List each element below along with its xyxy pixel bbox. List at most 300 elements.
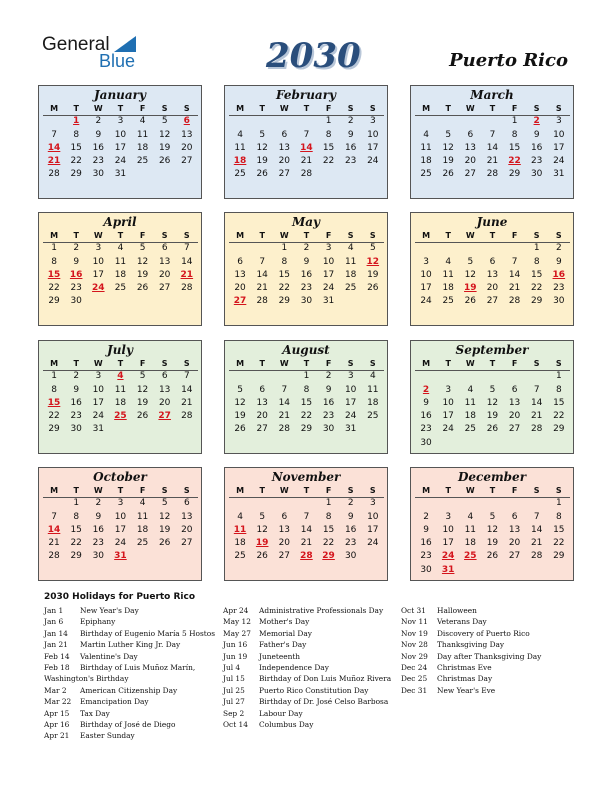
day: 6: [281, 511, 288, 522]
day: 4: [117, 243, 124, 254]
weekday-label: W: [465, 231, 475, 240]
week-row: [415, 410, 570, 423]
holidays-title: 2030 Holidays for Puerto Rico: [44, 592, 196, 602]
day: 22: [48, 411, 60, 422]
weekday-label: M: [422, 231, 431, 240]
holiday-name: Birthday of Don Luis Muñoz Rivera: [259, 674, 392, 684]
day: 26: [256, 551, 268, 562]
day: 3: [369, 116, 376, 127]
weekday-label: T: [303, 486, 310, 495]
day: 26: [367, 283, 379, 294]
day: 25: [464, 424, 477, 435]
day: 18: [344, 269, 357, 280]
weekday-label: T: [117, 486, 124, 495]
week-row: [229, 282, 384, 295]
holiday-name: Christmas Eve: [437, 662, 492, 672]
logo-text-general: General: [42, 34, 110, 55]
day: 15: [322, 524, 335, 535]
day: 30: [420, 564, 432, 575]
day: 30: [322, 424, 335, 435]
weekday-label: T: [303, 231, 310, 240]
day: 10: [114, 511, 127, 522]
day: 18: [464, 538, 477, 549]
day: 23: [344, 156, 357, 167]
empty-day: [362, 295, 384, 308]
weekday-label: S: [369, 104, 376, 113]
day: 15: [553, 524, 565, 535]
day: 28: [181, 283, 193, 294]
day: 28: [530, 424, 543, 435]
holiday-date: Apr 15: [44, 708, 70, 718]
holiday-date: Nov 19: [401, 628, 428, 638]
holiday-date: Oct 14: [223, 719, 248, 729]
empty-day: [251, 370, 273, 383]
weekday-label: M: [422, 486, 431, 495]
day: 28: [181, 411, 193, 422]
weekday-label: S: [555, 231, 562, 240]
day: 23: [92, 538, 105, 549]
week-row: [43, 269, 198, 282]
day-grid: [43, 357, 198, 437]
holiday-date: Oct 31: [401, 606, 426, 615]
day: 5: [445, 129, 452, 140]
empty-day: [295, 497, 317, 510]
day: 22: [70, 156, 82, 167]
day: 7: [511, 256, 518, 267]
day: 6: [237, 256, 243, 267]
day: 19: [136, 269, 149, 280]
day: 9: [95, 511, 102, 522]
month-name: October: [93, 470, 147, 484]
day: 18: [234, 538, 246, 549]
weekday-label: M: [236, 486, 245, 495]
holiday-name: Columbus Day: [259, 719, 314, 729]
day: 8: [511, 129, 518, 140]
day: 7: [303, 129, 310, 140]
day: 13: [508, 397, 521, 408]
day: 9: [73, 256, 80, 267]
day: 2: [325, 371, 332, 382]
month-december: [410, 467, 574, 581]
holiday-date: Mar 2: [44, 685, 67, 695]
day: 26: [234, 424, 246, 435]
day: 27: [181, 156, 193, 167]
month-september: [410, 340, 574, 454]
day: 18: [367, 397, 379, 408]
day: 11: [464, 524, 477, 535]
weekday-label: S: [347, 231, 354, 240]
holiday-date: Jul 4: [223, 662, 241, 672]
day: 2: [423, 511, 429, 522]
day: 28: [508, 296, 521, 307]
day: 20: [158, 269, 171, 280]
week-row: [229, 497, 384, 510]
weekday-label: M: [50, 231, 59, 240]
day: 14: [300, 524, 313, 535]
day: 17: [553, 142, 565, 153]
holiday-date: Jun 19: [223, 651, 248, 661]
week-row: [415, 256, 570, 269]
empty-day: [459, 370, 481, 383]
day: 19: [256, 156, 268, 167]
day-grid: [43, 102, 198, 182]
day: 17: [322, 269, 335, 280]
day: 13: [181, 129, 193, 140]
day: 16: [530, 142, 543, 153]
day: 1: [325, 498, 332, 509]
day: 7: [51, 129, 57, 140]
day: 3: [117, 498, 124, 509]
day: 22: [553, 538, 565, 549]
day-grid: [415, 357, 570, 450]
day-grid: [415, 484, 570, 577]
empty-day: [437, 370, 459, 383]
day: 6: [467, 129, 474, 140]
day: 16: [344, 142, 357, 153]
week-row: [415, 155, 570, 168]
weekday-label: F: [325, 486, 332, 495]
holiday-day: 21: [180, 269, 194, 280]
day: 7: [183, 371, 190, 382]
holiday-day: 27: [233, 296, 247, 307]
day: 5: [139, 371, 146, 382]
week-row: [229, 142, 384, 155]
day: 17: [344, 397, 357, 408]
day: 19: [136, 397, 149, 408]
day: 30: [70, 296, 82, 307]
day: 1: [51, 243, 57, 254]
day: 13: [181, 511, 193, 522]
holiday-name: Tax Day: [80, 708, 110, 718]
weekday-label: W: [93, 104, 103, 113]
week-row: [43, 423, 198, 436]
empty-day: [459, 497, 481, 510]
weekday-label: F: [325, 231, 332, 240]
weekday-label: M: [236, 104, 245, 113]
holiday-date: Sep 2: [223, 708, 245, 718]
day: 11: [367, 384, 379, 395]
weekday-label: S: [555, 486, 562, 495]
holiday-date: Jun 16: [223, 640, 248, 650]
weekday-header: [415, 484, 570, 497]
day: 25: [234, 169, 246, 180]
weekday-label: T: [73, 104, 79, 113]
day: 9: [95, 129, 102, 140]
empty-day: [504, 497, 526, 510]
weekday-header: [229, 484, 384, 497]
weekday-label: W: [93, 486, 103, 495]
holiday-day: 29: [322, 551, 335, 562]
day: 20: [158, 397, 171, 408]
day: 9: [533, 129, 540, 140]
day: 4: [237, 511, 243, 522]
empty-day: [504, 564, 526, 577]
empty-day: [504, 370, 526, 383]
day: 21: [256, 283, 268, 294]
empty-day: [481, 564, 503, 577]
day: 26: [486, 424, 499, 435]
holiday-name: American Citizenship Day: [80, 685, 178, 695]
week-row: [43, 550, 198, 563]
week-row: [229, 423, 384, 436]
day: 31: [344, 424, 357, 435]
weekday-header: [415, 102, 570, 115]
day: 26: [442, 169, 454, 180]
day: 21: [278, 411, 291, 422]
holiday-date: Dec 25: [401, 674, 428, 684]
day: 14: [486, 142, 499, 153]
day: 7: [51, 511, 57, 522]
day: 28: [530, 551, 543, 562]
day: 5: [139, 243, 146, 254]
day: 10: [114, 129, 127, 140]
day: 20: [508, 411, 521, 422]
weekday-label: F: [325, 359, 332, 368]
holiday-name: Halloween: [437, 606, 477, 615]
day: 6: [281, 129, 288, 140]
holiday-name: Veterans Day: [437, 617, 487, 627]
day: 9: [325, 384, 332, 395]
day: 1: [511, 116, 518, 127]
weekday-label: S: [161, 104, 168, 113]
empty-day: [459, 437, 481, 450]
day: 14: [530, 524, 543, 535]
weekday-label: S: [555, 359, 562, 368]
holiday-day: 27: [158, 411, 171, 422]
day: 10: [553, 129, 565, 140]
weekday-label: W: [465, 486, 475, 495]
day: 11: [442, 269, 454, 280]
day: 9: [73, 384, 80, 395]
weekday-label: T: [259, 104, 265, 113]
weekday-label: M: [422, 359, 431, 368]
day: 23: [92, 156, 105, 167]
weekday-label: T: [489, 486, 496, 495]
calendar-year: 2030: [266, 36, 361, 76]
week-row: [229, 537, 384, 550]
day: 25: [136, 538, 149, 549]
day: 25: [344, 283, 357, 294]
weekday-label: S: [161, 486, 168, 495]
day: 11: [136, 129, 149, 140]
empty-day: [437, 115, 459, 128]
day: 3: [95, 243, 102, 254]
weekday-label: T: [259, 359, 265, 368]
day: 19: [486, 538, 499, 549]
day-grid: [43, 484, 198, 564]
day: 2: [95, 498, 102, 509]
empty-day: [526, 497, 548, 510]
empty-day: [251, 497, 273, 510]
day: 24: [367, 538, 379, 549]
empty-day: [43, 115, 65, 128]
day: 27: [158, 283, 171, 294]
day: 15: [278, 269, 291, 280]
day: 2: [73, 243, 80, 254]
day: 12: [136, 384, 149, 395]
day: 15: [70, 524, 82, 535]
week-row: [415, 295, 570, 308]
day: 22: [70, 538, 82, 549]
weekday-label: S: [555, 104, 562, 113]
empty-day: [251, 242, 273, 255]
day: 10: [92, 256, 105, 267]
day: 23: [420, 551, 432, 562]
logo-text-blue: Blue: [99, 51, 136, 71]
day: 6: [489, 256, 496, 267]
holiday-day: 31: [441, 564, 455, 575]
holiday-date: Jan 21: [44, 640, 68, 650]
day: 8: [73, 129, 80, 140]
day: 15: [300, 397, 313, 408]
day: 15: [322, 142, 335, 153]
logo-triangle-icon: [114, 36, 136, 52]
weekday-label: S: [533, 359, 540, 368]
day: 18: [114, 397, 127, 408]
holiday-day: 16: [69, 269, 83, 280]
day: 13: [464, 142, 477, 153]
empty-day: [362, 168, 384, 181]
holiday-name: Birthday of José de Diego: [80, 719, 176, 729]
day: 26: [136, 283, 149, 294]
week-row: [43, 410, 198, 423]
week-row: [415, 397, 570, 410]
day: 20: [278, 156, 291, 167]
week-row: [229, 410, 384, 423]
empty-day: [132, 550, 154, 563]
empty-day: [459, 564, 481, 577]
weekday-label: W: [465, 359, 475, 368]
month-june: [410, 212, 574, 326]
day: 4: [423, 129, 429, 140]
day-grid: [229, 357, 384, 437]
empty-day: [176, 423, 198, 436]
day: 24: [442, 424, 454, 435]
day: 28: [486, 169, 499, 180]
empty-day: [481, 115, 503, 128]
day: 18: [136, 524, 149, 535]
empty-day: [229, 242, 251, 255]
day: 7: [533, 511, 540, 522]
week-row: [43, 155, 198, 168]
empty-day: [415, 370, 437, 383]
day: 29: [508, 169, 521, 180]
day: 21: [181, 397, 193, 408]
weekday-label: M: [236, 359, 245, 368]
day: 30: [92, 169, 105, 180]
day: 28: [300, 169, 313, 180]
holiday-name: Thanksgiving Day: [437, 640, 505, 650]
day: 3: [423, 256, 429, 267]
empty-day: [132, 295, 154, 308]
holiday-day: 24: [441, 551, 455, 562]
holiday-name: Puerto Rico Constitution Day: [259, 685, 369, 695]
day: 2: [73, 371, 80, 382]
empty-day: [504, 437, 526, 450]
day: 31: [92, 424, 105, 435]
day: 26: [256, 169, 268, 180]
day: 1: [73, 498, 80, 509]
day: 4: [139, 116, 146, 127]
day: 11: [114, 384, 127, 395]
holiday-date: Feb 18: [44, 662, 70, 672]
weekday-label: F: [511, 104, 518, 113]
holiday-date: Nov 11: [401, 617, 428, 627]
weekday-label: S: [347, 486, 354, 495]
holiday-name: Epiphany: [80, 617, 116, 627]
day: 29: [48, 424, 60, 435]
day: 19: [442, 156, 454, 167]
day: 4: [369, 371, 376, 382]
weekday-label: F: [139, 359, 146, 368]
week-row: [229, 129, 384, 142]
empty-day: [154, 168, 176, 181]
day: 9: [303, 256, 310, 267]
day: 21: [300, 538, 313, 549]
week-row: [43, 511, 198, 524]
day: 24: [92, 411, 105, 422]
empty-day: [437, 437, 459, 450]
day: 25: [234, 551, 246, 562]
day: 1: [533, 243, 540, 254]
day: 27: [486, 296, 499, 307]
month-name: November: [271, 470, 341, 484]
day: 23: [344, 538, 357, 549]
day: 4: [347, 243, 354, 254]
week-row: [229, 550, 384, 563]
month-name: December: [457, 470, 527, 484]
day: 27: [278, 551, 291, 562]
day: 6: [183, 498, 190, 509]
weekday-label: T: [73, 359, 79, 368]
weekday-label: T: [489, 231, 496, 240]
day: 6: [161, 243, 168, 254]
month-name: April: [103, 215, 137, 229]
weekday-label: M: [50, 486, 59, 495]
holiday-date: Jan 6: [44, 617, 64, 627]
week-row: [43, 295, 198, 308]
weekday-label: F: [511, 486, 518, 495]
day: 6: [511, 384, 518, 395]
day: 9: [555, 256, 562, 267]
week-row: [43, 370, 198, 383]
day: 18: [420, 156, 432, 167]
day: 8: [51, 384, 57, 395]
holiday-name: Easter Sunday: [80, 731, 135, 741]
empty-day: [526, 564, 548, 577]
day: 27: [508, 551, 521, 562]
empty-day: [459, 242, 481, 255]
weekday-label: W: [279, 359, 289, 368]
weekday-label: M: [50, 104, 59, 113]
day: 21: [508, 283, 521, 294]
week-row: [43, 397, 198, 410]
weekday-label: T: [259, 486, 265, 495]
holiday-day: 15: [47, 269, 61, 280]
day: 17: [114, 142, 127, 153]
week-row: [415, 497, 570, 510]
day: 17: [367, 524, 379, 535]
weekday-label: T: [303, 359, 310, 368]
day: 8: [73, 511, 80, 522]
day: 23: [322, 411, 335, 422]
month-february: [224, 85, 388, 199]
holiday-day: 28: [300, 551, 313, 562]
day: 7: [489, 129, 496, 140]
day: 24: [367, 156, 379, 167]
day: 16: [300, 269, 313, 280]
holiday-date: Dec 24: [401, 662, 428, 672]
